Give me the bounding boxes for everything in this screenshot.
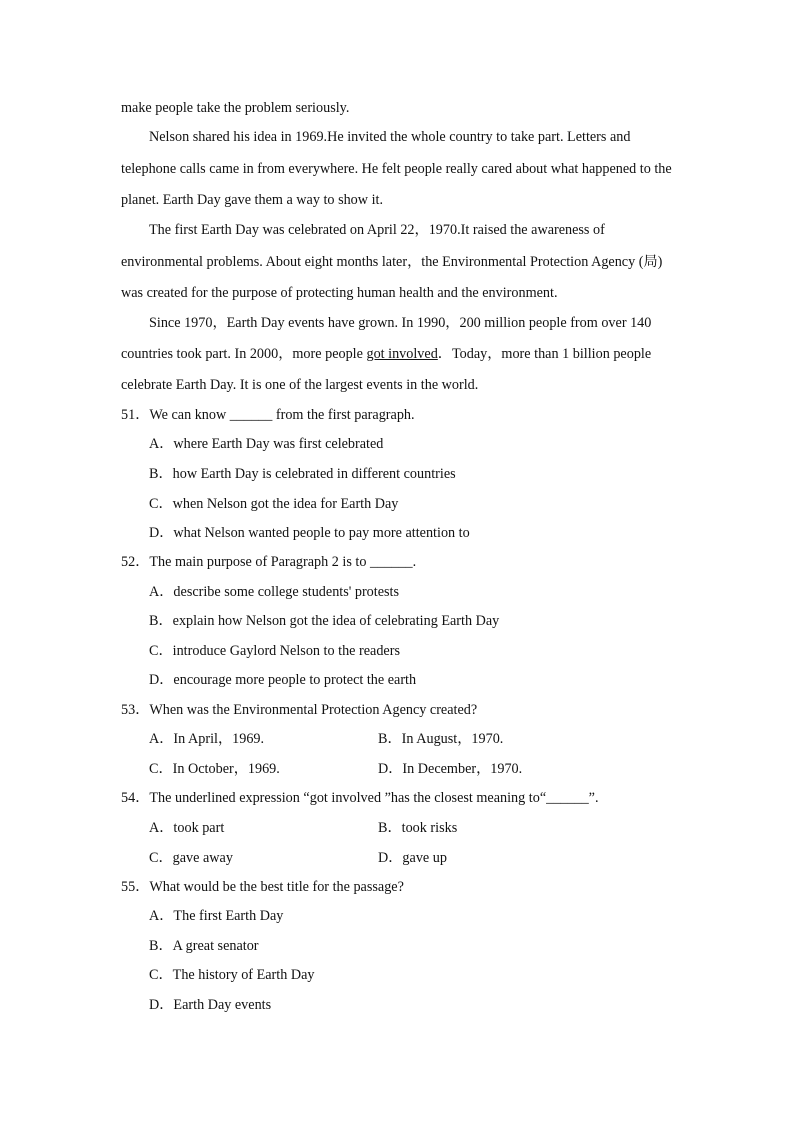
question-54-option-c: C．gave away <box>149 850 233 866</box>
underlined-expression: got involved <box>366 346 438 362</box>
passage-line-1: make people take the problem seriously. <box>121 100 350 116</box>
passage-line-5: The first Earth Day was celebrated on April 22，1970.It raised the awareness of <box>149 222 605 238</box>
passage-line-10: celebrate Earth Day. It is one of the largest events in the world. <box>121 377 479 393</box>
question-53-stem: 53．When was the Environmental Protection Agency created? <box>121 702 478 718</box>
question-52-option-a: A．describe some college students' protests <box>149 584 399 600</box>
question-53-option-b: B．In August，1970. <box>378 731 504 747</box>
question-51-option-a: A．where Earth Day was first celebrated <box>149 436 384 452</box>
question-51-option-d: D．what Nelson wanted people to pay more attention to <box>149 525 470 541</box>
passage-line-7: was created for the purpose of protecting human health and the environment. <box>121 285 558 301</box>
question-52-option-c: C．introduce Gaylord Nelson to the readers <box>149 643 400 659</box>
question-51-option-b: B．how Earth Day is celebrated in different countries <box>149 466 456 482</box>
passage-line-4: planet. Earth Day gave them a way to show it. <box>121 192 383 208</box>
passage-line-8: Since 1970，Earth Day events have grown. In 1990，200 million people from over 140 <box>149 315 652 331</box>
passage-line-6: environmental problems. About eight months later，the Environmental Protection Agency (局) <box>121 254 663 270</box>
question-52-stem: 52．The main purpose of Paragraph 2 is to ______. <box>121 554 417 570</box>
question-53-option-c: C．In October，1969. <box>149 761 280 777</box>
question-51-option-c: C．when Nelson got the idea for Earth Day <box>149 496 399 512</box>
passage-line-9 <box>121 345 651 363</box>
question-52-option-d: D．encourage more people to protect the earth <box>149 672 417 688</box>
question-53-option-d: D．In December，1970. <box>378 761 523 777</box>
question-55-option-d: D．Earth Day events <box>149 997 272 1013</box>
question-55-option-b: B．A great senator <box>149 938 259 954</box>
question-54-option-a: A．took part <box>149 820 225 836</box>
question-53-option-a: A．In April，1969. <box>149 731 265 747</box>
question-55-option-a: A．The first Earth Day <box>149 908 284 924</box>
question-52-option-b: B．explain how Nelson got the idea of celebrating Earth Day <box>149 613 500 629</box>
question-54-option-d: D．gave up <box>378 850 447 866</box>
passage-line-2: Nelson shared his idea in 1969.He invited the whole country to take part. Letters and <box>149 129 631 145</box>
question-54-option-b: B．took risks <box>378 820 458 836</box>
passage-line-9-end: ．Today，more than 1 billion people <box>437 346 652 362</box>
question-54-stem: 54．The underlined expression “got involved ”has the closest meaning to“______”. <box>121 790 599 806</box>
question-55-option-c: C．The history of Earth Day <box>149 967 315 983</box>
question-55-stem: 55．What would be the best title for the passage? <box>121 879 404 895</box>
question-51-stem: 51．We can know ______ from the first paragraph. <box>121 407 415 423</box>
passage-line-9-start: countries took part. In 2000，more people <box>121 346 367 362</box>
passage-line-3: telephone calls came in from everywhere. He felt people really cared about what happened to the <box>121 161 672 177</box>
